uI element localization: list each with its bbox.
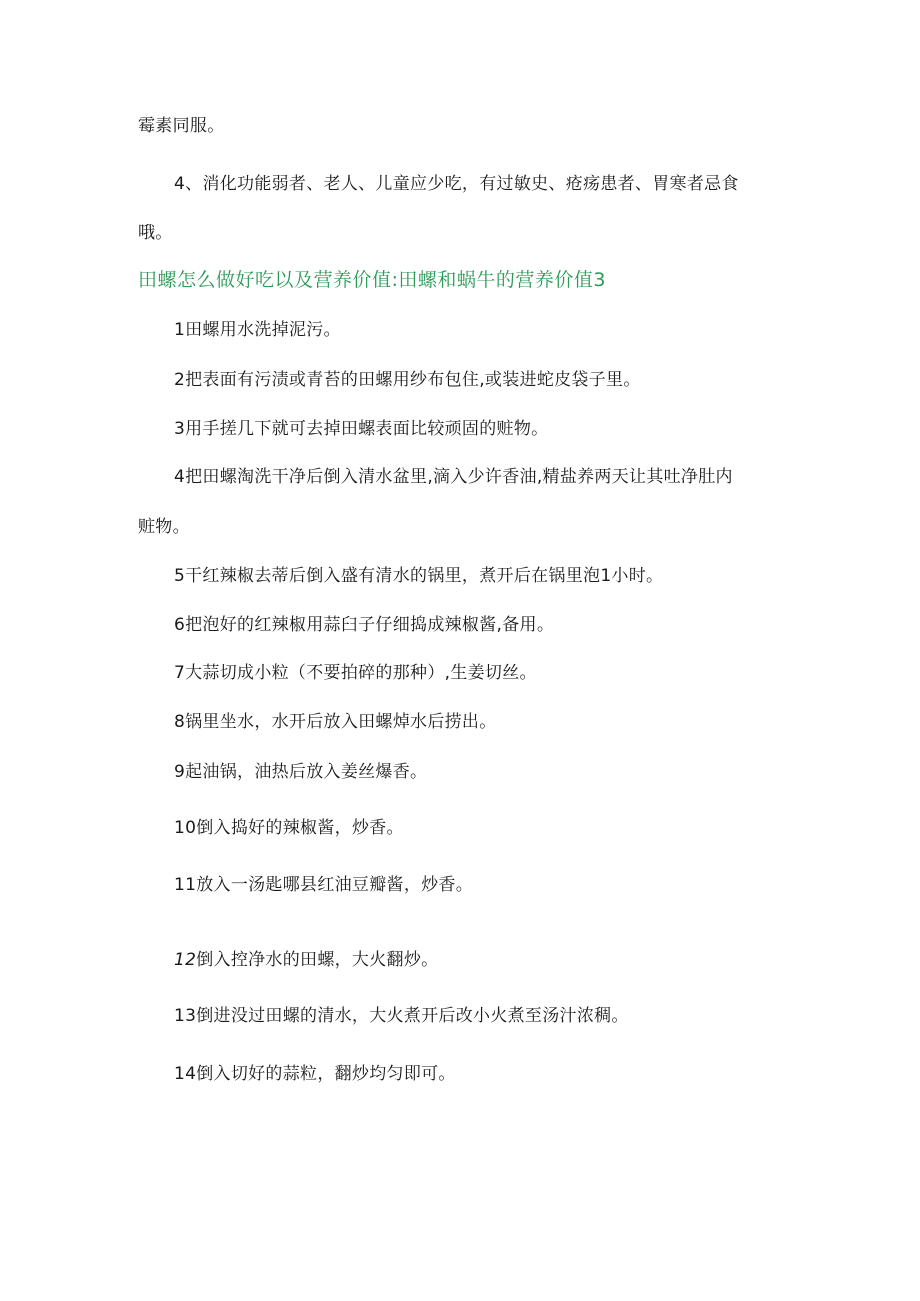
step-line: 13倒进没过田螺的清水，大火煮开后改小火煮至汤汁浓稠。: [174, 1006, 629, 1026]
step-line: 7大蒜切成小粒（不要拍碎的那种）,生姜切丝。: [174, 663, 537, 683]
step-line: 8锅里坐水，水开后放入田螺焯水后捞出。: [174, 712, 497, 732]
step-line: 3用手搓几下就可去掉田螺表面比较顽固的赃物。: [174, 419, 549, 439]
step-line: [174, 948, 438, 972]
step-line: 10倒入捣好的辣椒酱，炒香。: [174, 818, 404, 838]
step-line: 4把田螺淘洗干净后倒入清水盆里,滴入少许香油,精盐养两天让其吐净肚内: [174, 467, 733, 487]
intro-line: 霉素同服。: [138, 116, 225, 136]
intro-line: 哦。: [138, 223, 173, 243]
step-number: 12: [174, 950, 197, 970]
step-line: 14倒入切好的蒜粒，翻炒均匀即可。: [174, 1064, 456, 1084]
step-line: 9起油锅，油热后放入姜丝爆香。: [174, 762, 428, 782]
step-text: 倒入控净水的田螺，大火翻炒。: [196, 950, 439, 970]
step-line: 6把泡好的红辣椒用蒜臼子仔细捣成辣椒酱,备用。: [174, 615, 555, 635]
step-line: 赃物。: [138, 517, 190, 537]
section-heading: 田螺怎么做好吃以及营养价值:田螺和蜗牛的营养价值3: [138, 269, 606, 291]
step-line: 1田螺用水洗掉泥污。: [174, 320, 341, 340]
step-line: 11放入一汤匙哪县红油豆瓣酱，炒香。: [174, 875, 474, 895]
intro-line: 4、消化功能弱者、老人、儿童应少吃，有过敏史、疮疡患者、胃寒者忌食: [174, 174, 739, 194]
step-line: 2把表面有污渍或青苔的田螺用纱布包住,或装进蛇皮袋子里。: [174, 370, 641, 390]
step-line: 5干红辣椒去蒂后倒入盛有清水的锅里，煮开后在锅里泡1小时。: [174, 566, 664, 586]
